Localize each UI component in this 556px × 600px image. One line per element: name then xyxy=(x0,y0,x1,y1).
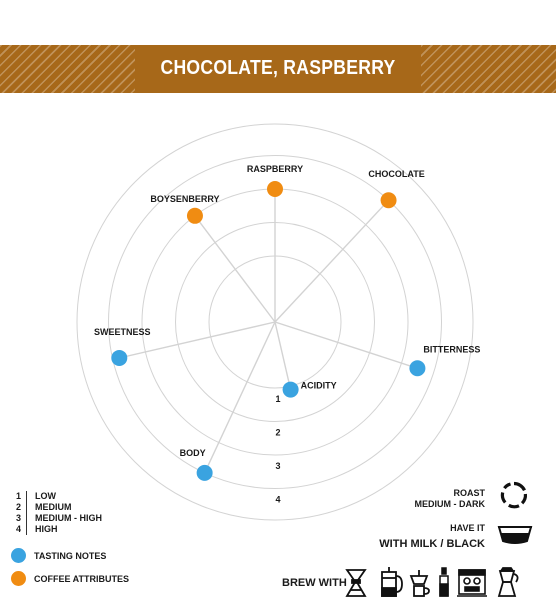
axis-label-body: BODY xyxy=(179,447,206,458)
aeropress-icon xyxy=(411,570,429,596)
axis-label-raspberry: RASPBERRY xyxy=(246,164,304,174)
axis-label-boysenberry: BOYSENBERRY xyxy=(150,193,220,204)
ring-label: 1 xyxy=(275,394,281,404)
axis-label-bitterness: BITTERNESS xyxy=(423,344,481,355)
radar-point-chocolate xyxy=(381,192,397,208)
radar-point-body xyxy=(197,465,213,481)
radar-spoke xyxy=(275,322,417,368)
brew-with-label: BREW WITH xyxy=(282,577,347,589)
radar-point-acidity xyxy=(283,382,299,398)
axis-label-sweetness: SWEETNESS xyxy=(94,326,151,337)
radar-point-boysenberry xyxy=(187,208,203,224)
roast-info: ROAST MEDIUM - DARK xyxy=(414,488,485,509)
french-press-icon xyxy=(382,567,402,596)
attribute-dot-icon xyxy=(11,571,26,586)
axis-label-chocolate: CHOCOLATE xyxy=(368,169,425,180)
scale-legend-row: 1 LOW xyxy=(16,491,56,501)
brew-methods xyxy=(345,566,525,600)
scale-legend-row: 3 MEDIUM - HIGH xyxy=(16,513,102,523)
axis-label-acidity: ACIDITY xyxy=(300,380,337,391)
radar-spoke xyxy=(275,200,389,322)
espresso-machine-icon xyxy=(457,570,487,596)
ring-label: 3 xyxy=(275,461,281,471)
radar-spoke xyxy=(195,216,275,322)
scale-legend-row: 4 HIGH xyxy=(16,524,58,534)
cold-brew-bottle-icon xyxy=(440,568,448,596)
scale-legend xyxy=(16,491,102,535)
cup-icon xyxy=(497,521,533,545)
tasting-dot-icon xyxy=(11,548,26,563)
ring-label: 4 xyxy=(275,494,281,505)
have-it-info: HAVE IT WITH MILK / BLACK xyxy=(379,523,485,550)
pour-over-icon xyxy=(347,570,365,596)
ring-label: 2 xyxy=(275,427,281,438)
radar-point-raspberry xyxy=(267,181,283,197)
radar-point-sweetness xyxy=(111,350,127,366)
radar-spoke xyxy=(275,322,291,390)
radar-point-bitterness xyxy=(409,360,425,376)
legend-coffee-attributes: COFFEE ATTRIBUTES xyxy=(11,571,129,586)
legend-tasting-notes: TASTING NOTES xyxy=(11,548,106,563)
roast-ring-icon xyxy=(500,481,528,509)
moka-pot-icon xyxy=(499,568,518,596)
page-title: CHOCOLATE, RASPBERRY xyxy=(160,57,396,79)
scale-legend-row: 2 MEDIUM xyxy=(16,502,72,512)
